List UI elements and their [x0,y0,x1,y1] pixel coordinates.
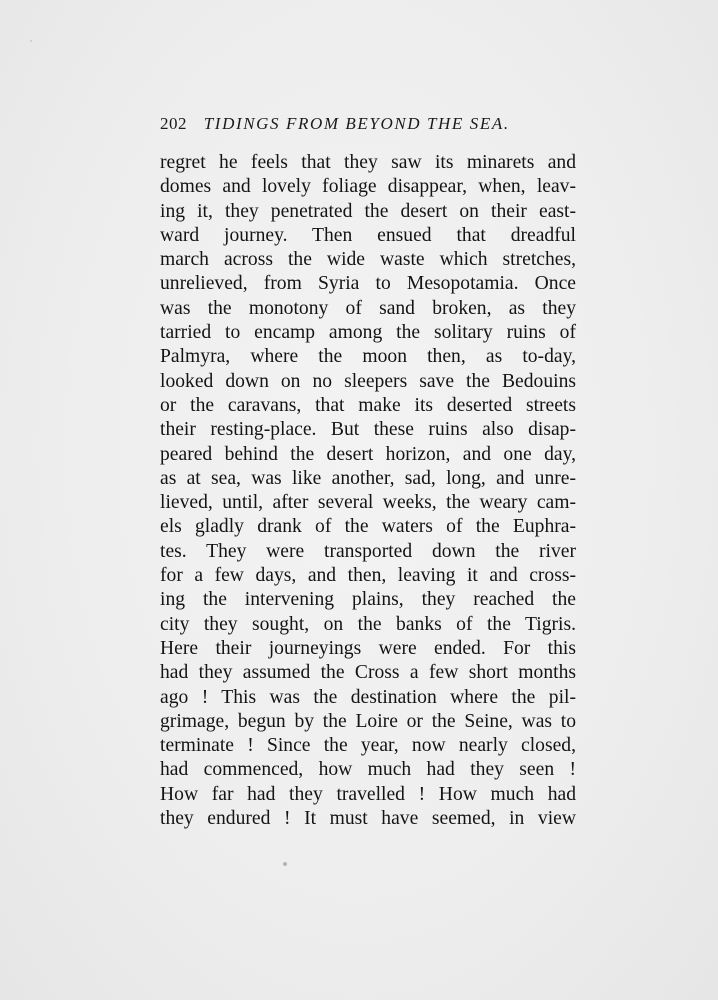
text-line: els gladly drank of the waters of the Euphra- [160,516,576,538]
text-line: looked down on no sleepers save the Bedouins [160,370,576,392]
text-line: had commenced, how much had they seen ! [160,759,576,781]
paper-speck [30,40,32,42]
text-line: regret he feels that they saw its minarets and [160,152,576,173]
text-line: tes. They were transported down the river [160,540,576,562]
text-line: they endured ! It must have seemed, in view [160,808,576,830]
text-line: ing it, they penetrated the desert on their east- [160,200,576,222]
page-number: 202 [160,114,187,133]
text-line: tarried to encamp among the solitary ruins of [160,322,576,344]
text-line: How far had they travelled ! How much had [160,783,576,805]
text-line: terminate ! Since the year, now nearly closed, [160,735,576,757]
text-line: domes and lovely foliage disappear, when, leav- [160,176,576,198]
running-head [160,114,580,140]
text-line: grimage, begun by the Loire or the Seine, was to [160,710,576,732]
text-line: lieved, until, after several weeks, the weary cam- [160,492,576,514]
text-line: as at sea, was like another, sad, long, and unre- [160,467,576,489]
text-line: for a few days, and then, leaving it and cross- [160,565,576,587]
text-line: their resting-place. But these ruins also disap- [160,419,576,441]
text-line: march across the wide waste which stretches, [160,249,576,271]
text-line: unrelieved, from Syria to Mesopotamia. Once [160,273,576,295]
text-line: Here their journeyings were ended. For this [160,637,576,659]
body-text [160,151,576,831]
text-line: or the caravans, that make its deserted streets [160,394,576,416]
text-line: city they sought, on the banks of the Tigris. [160,613,576,635]
text-line: peared behind the desert horizon, and one day, [160,443,576,465]
running-title: TIDINGS FROM BEYOND THE SEA. [203,114,510,133]
text-line: had they assumed the Cross a few short months [160,662,576,684]
text-line: ing the intervening plains, they reached the [160,589,576,611]
paper-speck [283,862,287,866]
text-line: ago ! This was the destination where the pil- [160,686,576,708]
text-line: ward journey. Then ensued that dreadful [160,224,576,246]
text-line: was the monotony of sand broken, as they [160,297,576,319]
text-line: Palmyra, where the moon then, as to-day, [160,346,576,368]
